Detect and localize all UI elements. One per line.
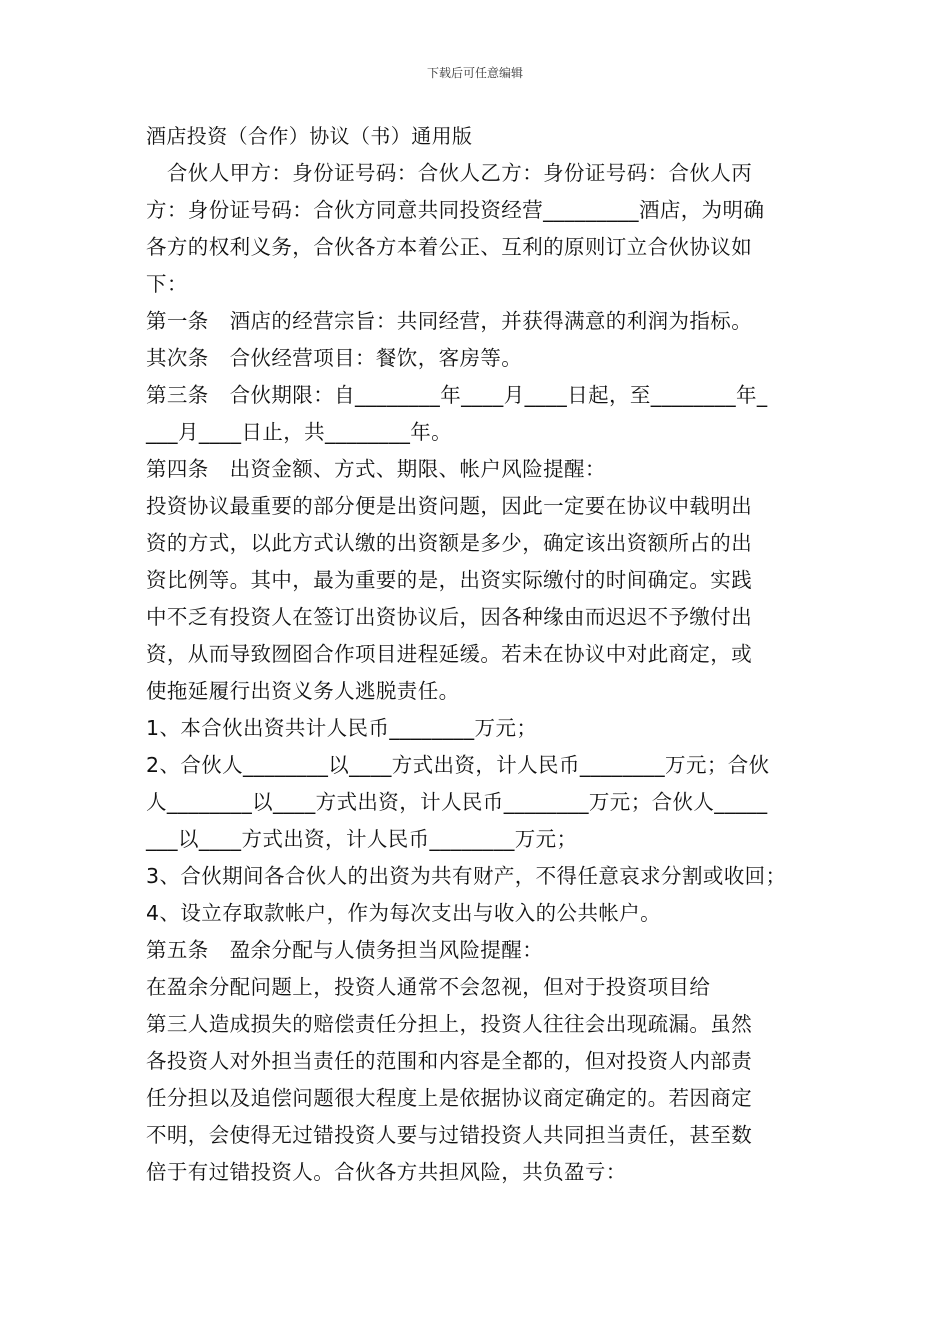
text-line: 各方的权利义务，合伙各方本着公正、互利的原则订立合伙协议如 <box>146 235 753 259</box>
text-line: ___月____日止，共________年。 <box>146 420 453 444</box>
text-line: 不明，会使得无过错投资人要与过错投资人共同担当责任，甚至数 <box>146 1123 753 1147</box>
article-heading: 第四条 出资金额、方式、期限、帐户风险提醒： <box>146 457 606 481</box>
text-line: 各投资人对外担当责任的范围和内容是全都的，但对投资人内部责 <box>146 1049 753 1073</box>
document-title: 酒店投资（合作）协议（书）通用版 <box>146 124 473 148</box>
article-heading: 第三条 合伙期限：自________年____月____日起，至________年_ <box>146 383 768 407</box>
list-item: 3、合伙期间各合伙人的出资为共有财产，不得任意哀求分割或收回； <box>146 864 787 888</box>
text-line: 使拖延履行出资义务人逃脱责任。 <box>146 679 460 703</box>
text-line: 方：身份证号码：合伙方同意共同投资经营_________酒店，为明确 <box>146 198 765 222</box>
text-line: 资，从而导致囫囵合作项目进程延缓。若未在协议中对此商定，或 <box>146 642 753 666</box>
text-line: 投资协议最重要的部分便是出资问题，因此一定要在协议中载明出 <box>146 494 753 518</box>
text-line: 资比例等。其中，最为重要的是，出资实际缴付的时间确定。实践 <box>146 568 753 592</box>
article-heading: 其次条 合伙经营项目：餐饮，客房等。 <box>146 346 523 370</box>
text-line: 第三人造成损失的赔偿责任分担上，投资人往往会出现疏漏。虽然 <box>146 1012 753 1036</box>
text-line: 下： <box>146 272 188 296</box>
article-heading: 第五条 盈余分配与人债务担当风险提醒： <box>146 938 544 962</box>
text-line: ___以____方式出资，计人民币________万元； <box>146 827 578 851</box>
document-body <box>146 118 826 1191</box>
text-line: 合伙人甲方：身份证号码：合伙人乙方：身份证号码：合伙人丙 <box>146 161 753 185</box>
text-line: 人________以____方式出资，计人民币________万元；合伙人_____ <box>146 790 768 814</box>
list-item: 4、设立存取款帐户，作为每次支出与收入的公共帐户。 <box>146 901 662 925</box>
text-line: 倍于有过错投资人。合伙各方共担风险，共负盈亏： <box>146 1160 627 1184</box>
page-header: 下载后可任意编辑 <box>426 66 523 80</box>
text-line: 任分担以及追偿问题很大程度上是依据协议商定确定的。若因商定 <box>146 1086 753 1110</box>
list-item: 2、合伙人________以____方式出资，计人民币________万元；合伙 <box>146 753 770 777</box>
text-line: 资的方式，以此方式认缴的出资额是多少，确定该出资额所占的出 <box>146 531 753 555</box>
text-line: 中不乏有投资人在签订出资协议后，因各种缘由而迟迟不予缴付出 <box>146 605 753 629</box>
text-line: 在盈余分配问题上，投资人通常不会忽视，但对于投资项目给 <box>146 975 711 999</box>
list-item: 1、本合伙出资共计人民币________万元； <box>146 716 538 740</box>
article-heading: 第一条 酒店的经营宗旨：共同经营，并获得满意的利润为指标。 <box>146 309 753 333</box>
